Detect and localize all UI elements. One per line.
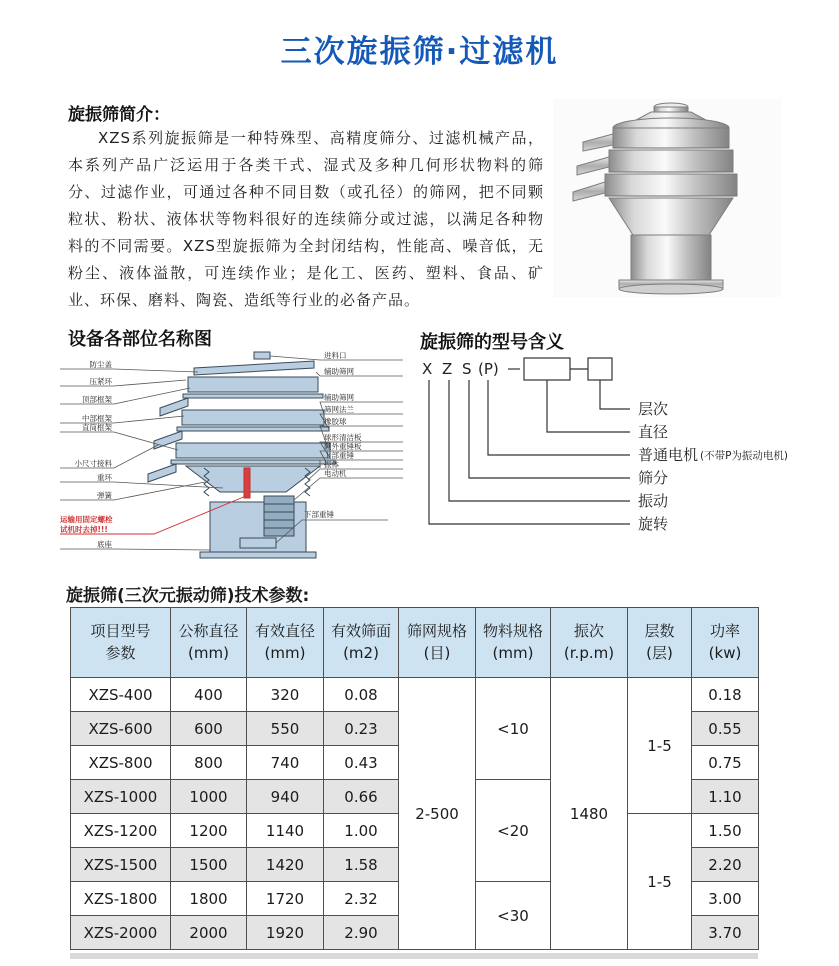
table-bottom-shadow [70,953,758,959]
part-label: 进料口 [324,351,347,360]
cell-nominal: 2000 [171,916,247,950]
part-label: 筛网法兰 [324,405,354,414]
part-label: 弹簧 [97,491,112,500]
cell-area: 1.58 [324,848,399,882]
cell-power: 0.75 [692,746,759,780]
part-label: 电动机 [324,469,347,478]
model-label-motor-note: (不带P为振动电机) [700,450,789,462]
model-meaning-heading: 旋振筛的型号含义 [420,332,564,353]
header-row [71,608,759,678]
motor-block [264,496,294,536]
cell-area: 0.66 [324,780,399,814]
part-label: 压紧环 [89,377,112,386]
model-label-sieving: 筛分 [638,469,669,487]
part-label: 额外重锤板 [324,442,362,451]
part-label: 橡胶球 [324,417,347,426]
table-row [71,678,759,712]
cell-model: XZS-1000 [71,780,171,814]
model-letter-p: (P) [478,360,499,378]
transport-bolt [244,468,250,498]
cell-power: 2.20 [692,848,759,882]
cell-layers-merged: 1-5 [628,814,692,950]
cell-area: 2.90 [324,916,399,950]
cell-power: 3.70 [692,916,759,950]
cell-vibration-merged: 1480 [551,678,628,950]
model-label-rotation: 旋转 [638,515,669,533]
part-label: 下部重锤 [304,510,334,519]
col-header-model: 项目型号 参数 [71,608,171,678]
col-header-mesh-spec: 筛网规格 (目) [399,608,476,678]
cell-effective: 550 [247,712,324,746]
part-label: 顶部框架 [82,395,112,404]
cell-effective: 940 [247,780,324,814]
cell-model: XZS-1200 [71,814,171,848]
right-labels [304,350,362,519]
cell-power: 1.50 [692,814,759,848]
cell-material-merged: <30 [476,882,551,950]
cell-effective: 740 [247,746,324,780]
col-header-nominal-diameter: 公称直径 (mm) [171,608,247,678]
parts-diagram [58,350,410,570]
model-label-motor: 普通电机 [638,446,699,464]
cell-model: XZS-800 [71,746,171,780]
cell-layers-merged: 1-5 [628,678,692,814]
model-label-vibration: 振动 [638,492,669,510]
model-diagram-lines [429,358,630,524]
cell-area: 2.32 [324,882,399,916]
part-label: 防尘盖 [89,360,112,369]
cell-nominal: 1000 [171,780,247,814]
cell-nominal: 800 [171,746,247,780]
cell-power: 0.55 [692,712,759,746]
cell-area: 0.43 [324,746,399,780]
machine-section [148,352,335,558]
cell-mesh-merged: 2-500 [399,678,476,950]
page-title: 三次旋振筛·过滤机 [280,34,559,70]
cell-effective: 1920 [247,916,324,950]
cell-area: 0.23 [324,712,399,746]
cell-nominal: 600 [171,712,247,746]
cell-nominal: 1200 [171,814,247,848]
cell-material-merged: <10 [476,678,551,780]
part-label: 上部重锤 [324,451,354,460]
model-letter-z: Z [442,360,453,378]
col-header-vibration: 振次 (r.p.m) [551,608,628,678]
cell-effective: 1420 [247,848,324,882]
product-photo-drawing [553,99,781,297]
col-header-material-spec: 物料规格 (mm) [476,608,551,678]
part-label: 底座 [97,540,112,549]
cell-effective: 1140 [247,814,324,848]
col-header-effective-diameter: 有效直径 (mm) [247,608,324,678]
cell-material-merged: <20 [476,780,551,882]
cell-model: XZS-400 [71,678,171,712]
cell-effective: 1720 [247,882,324,916]
spec-table-container [70,607,759,950]
model-label-diameter: 直径 [638,423,669,441]
part-label: 辅助筛网 [324,393,354,402]
model-label-layers: 层次 [638,400,669,418]
part-label: 小尺寸接料 [74,459,112,468]
cell-nominal: 1500 [171,848,247,882]
intro-paragraph: XZS系列旋振筛是一种特殊型、高精度筛分、过滤机械产品，本系列产品广泛运用于各类干式、湿式及多种几何形状物料的筛分、过滤作业，可通过各种不同目数（或孔径）的筛网，把不同颗粒状、粉状、液体状等物料很好的连续筛分或过滤，以满足各种物料的不同需要。XZS型旋振筛为全封闭结构，性能高、噪音低，无粉尘、液体溢散，可连续作业；是化工、医药、塑料、食品、矿业、环保、磨料、陶瓷、造纸等行业的必备产品。 [68,129,544,309]
col-header-effective-area: 有效筛面 (m2) [324,608,399,678]
warning-label-line1: 运输用固定螺栓 [60,515,113,524]
model-meaning-diagram [420,354,830,536]
col-header-power: 功率 (kw) [692,608,759,678]
part-label: 直筒框架 [82,423,112,432]
part-label: 中部框架 [82,414,112,423]
cell-model: XZS-1800 [71,882,171,916]
spec-table-heading: 旋振筛(三次元振动筛)技术参数: [66,586,310,606]
cell-model: XZS-600 [71,712,171,746]
parts-diagram-heading: 设备各部位名称图 [68,329,212,350]
cell-model: XZS-1500 [71,848,171,882]
spec-table [70,607,759,950]
cell-nominal: 1800 [171,882,247,916]
cell-area: 0.08 [324,678,399,712]
part-label: 球形清洁板 [324,433,362,442]
cell-power: 1.10 [692,780,759,814]
cell-nominal: 400 [171,678,247,712]
intro-heading: 旋振筛简介： [68,105,170,125]
cell-power: 0.18 [692,678,759,712]
part-label: 辅助筛网 [324,367,354,376]
part-label: 重环 [97,473,112,482]
cell-area: 1.00 [324,814,399,848]
cell-effective: 320 [247,678,324,712]
model-letter-s: S [462,360,472,378]
cell-model: XZS-2000 [71,916,171,950]
cell-power: 3.00 [692,882,759,916]
warning-label-line2: 试机时去掉!!! [60,525,108,534]
product-photo [553,99,781,297]
col-header-layers: 层数 (层) [628,608,692,678]
model-letter-x: X [422,360,433,378]
part-label: 振体 [324,460,339,469]
